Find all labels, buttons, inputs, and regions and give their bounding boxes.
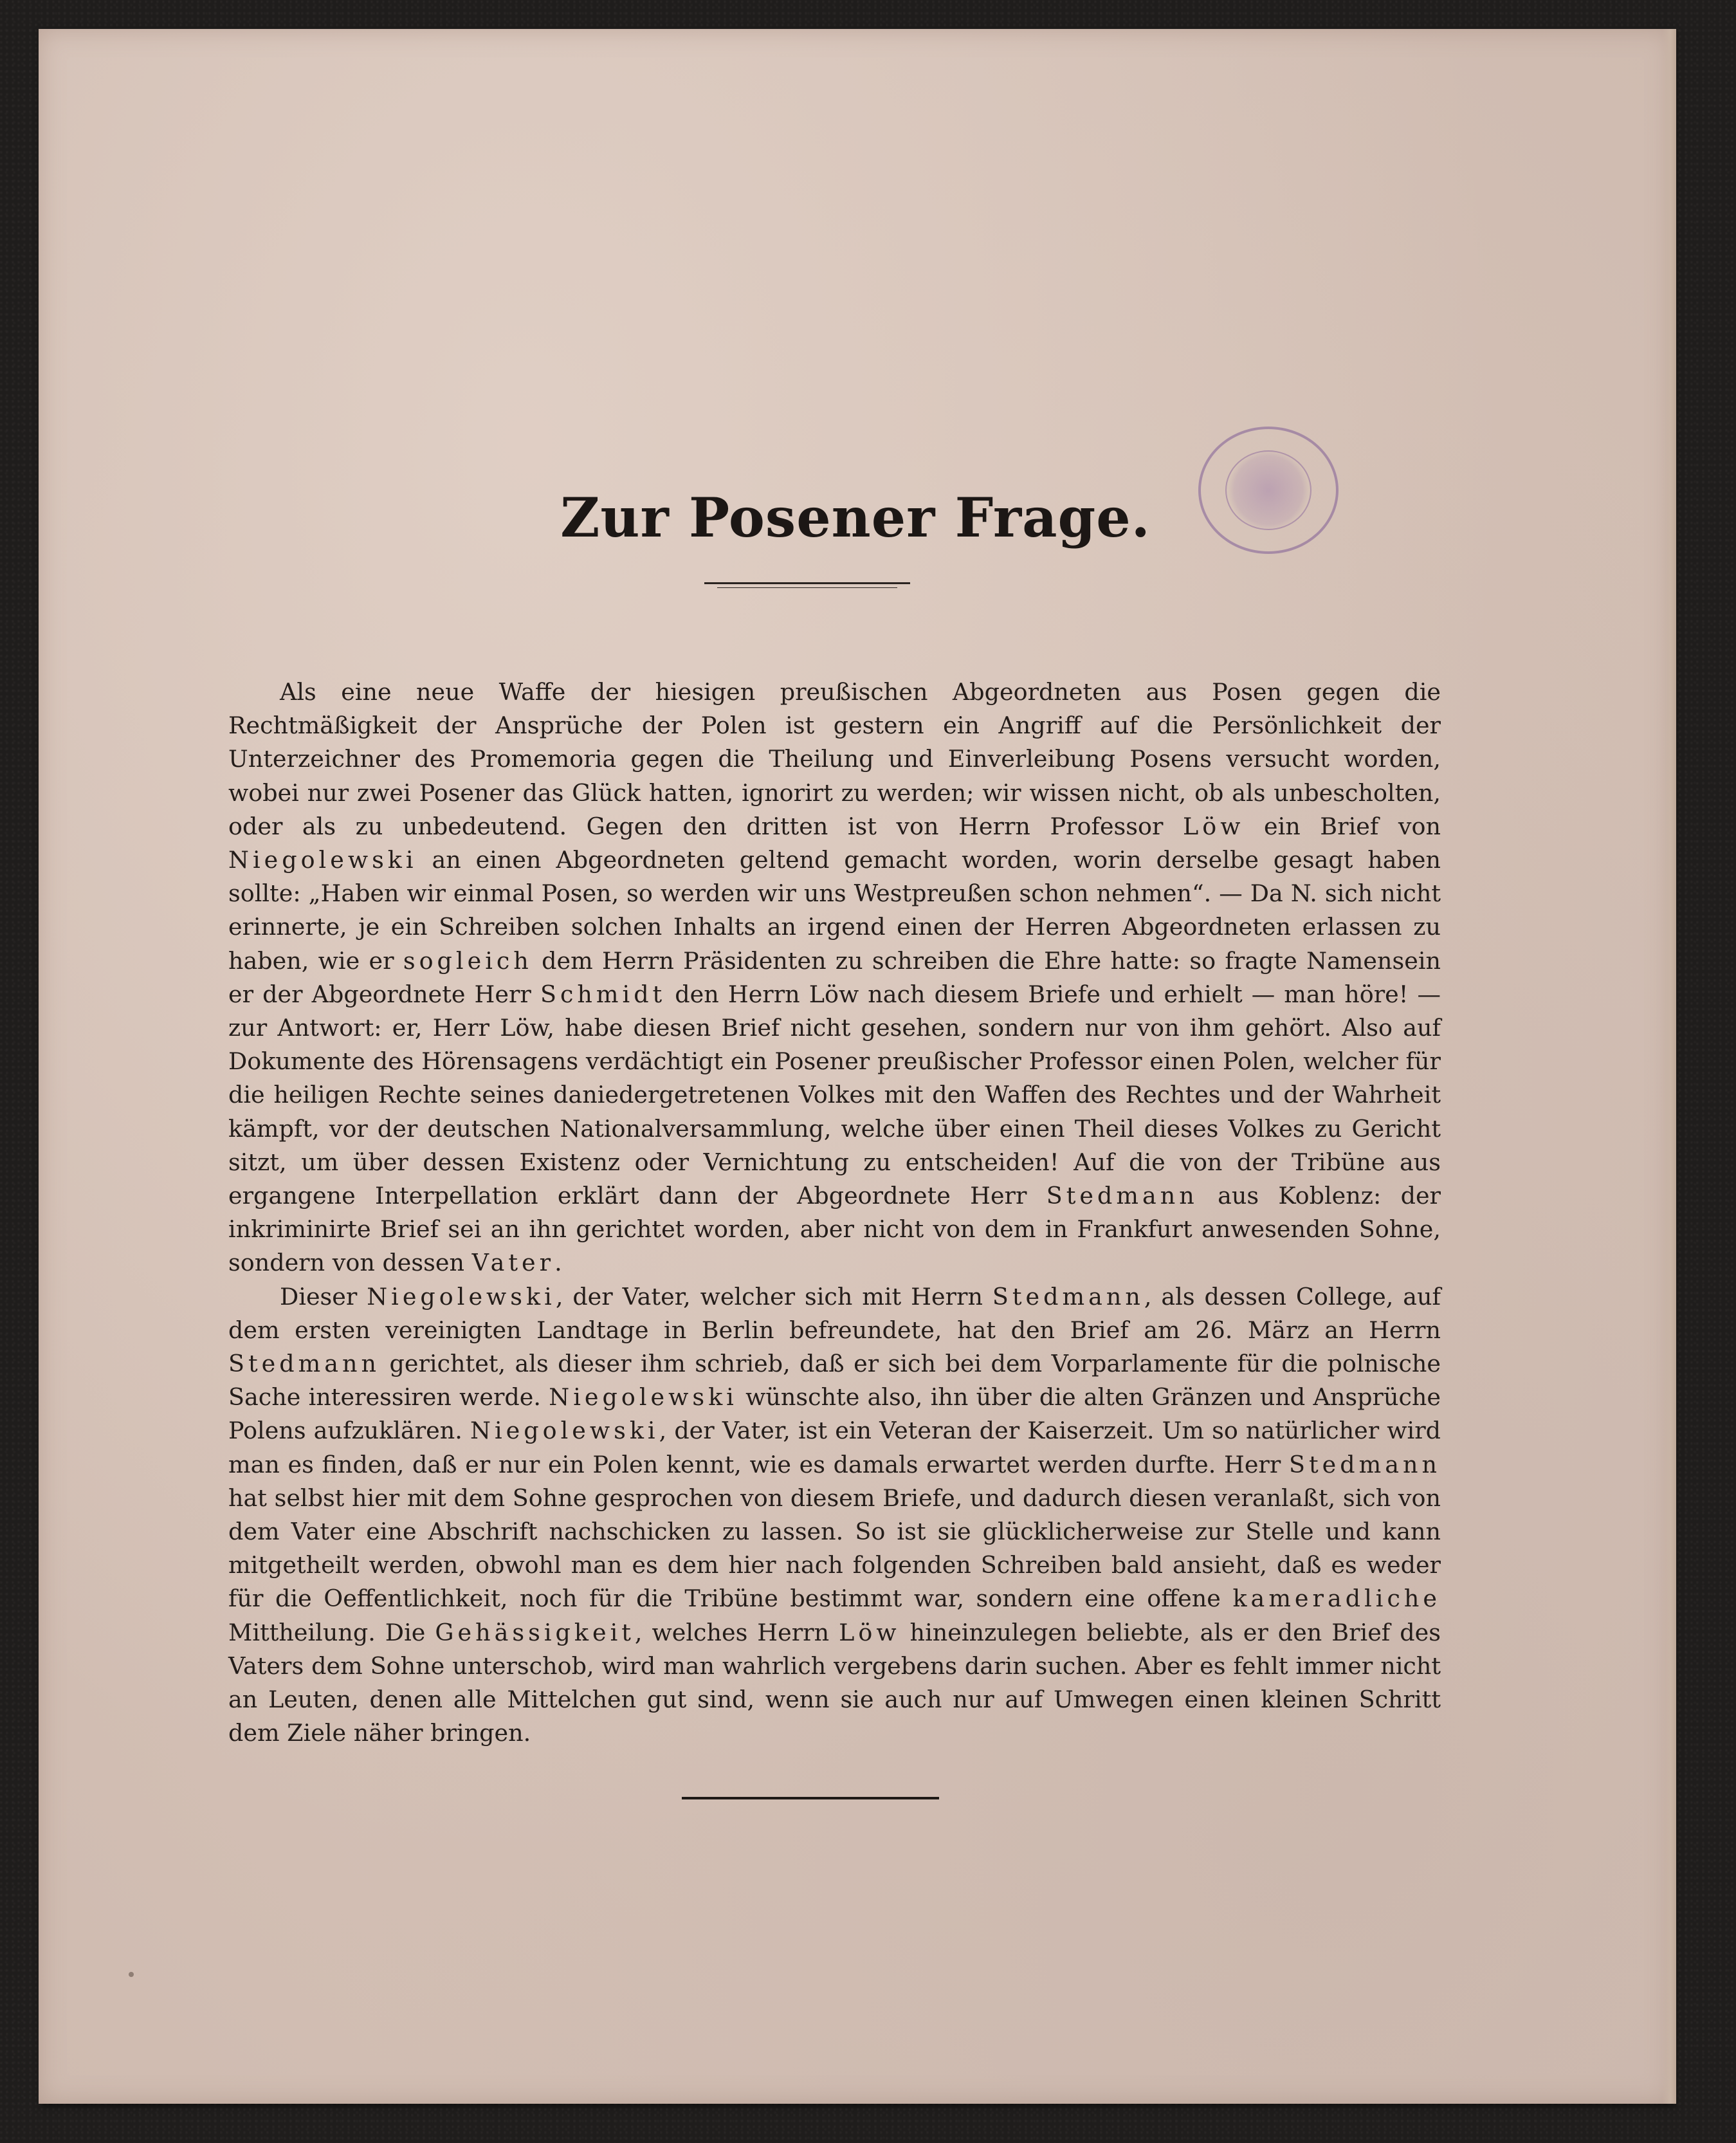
spaced-name-text: Niegolewski xyxy=(470,1417,659,1445)
spaced-name-text: Niegolewski xyxy=(367,1282,556,1311)
text-run: Dieser xyxy=(280,1282,367,1311)
document-title: Zur Posener Frage. xyxy=(560,486,1151,549)
text-run: ein Brief von xyxy=(1244,812,1441,840)
text-run: an einen Abgeordneten geltend gemacht worden, worin derselbe gesagt haben sollte: „Haben wir einmal Posen, so werden wir uns Westpreußen schon nehmen“. — Da N. sich nicht erinnerte, je ein Schreiben solchen Inhalts an irgend einen der Herren Abgeordneten erlassen zu haben, wie er xyxy=(228,846,1441,975)
text-run: aus Koblenz: der inkriminirte Brief sei an ihn gerichtet worden, aber nicht von dem in Frankfurt anwesenden Sohne, sondern von dessen xyxy=(228,1182,1441,1277)
text-run: , welches Herrn xyxy=(634,1618,839,1646)
spaced-name-text: Niegolewski xyxy=(549,1383,738,1412)
spaced-name-text: Stedmann xyxy=(992,1282,1144,1311)
paper-blemish xyxy=(129,1972,134,1977)
spaced-name-text: Stedmann xyxy=(1046,1182,1198,1210)
spaced-name-text: Stedmann xyxy=(1288,1450,1441,1478)
text-run: Als eine neue Waffe der hiesigen preußischen Abgeordneten aus Posen gegen die Rechtmäßigkeit der Ansprüche der Polen ist gestern ein Angriff auf die Persönlichkeit der Unterzeichner des Promemoria gegen die Theilung und Einverleibung Posens versucht worden, wobei nur zwei Posener das Glück hatten, ignorirt zu werden; wir wissen nicht, ob als unbescholten, oder als zu unbedeutend. Gegen den dritten ist von Herrn Professor xyxy=(228,678,1441,840)
stamp-eagle-emblem xyxy=(1225,450,1311,530)
text-run: wünschte also, ihn über die alten Gränzen und Ansprüche Polens aufzuklären. xyxy=(228,1383,1441,1445)
spaced-name-text: kameradliche xyxy=(1232,1585,1441,1613)
library-seal-stamp-icon xyxy=(1198,427,1339,554)
text-run: , der Vater, welcher sich mit Herrn xyxy=(555,1282,992,1311)
body-text xyxy=(228,676,1441,1751)
spaced-name-text: Stedmann xyxy=(228,1350,381,1378)
text-run: , als dessen College, auf dem ersten vereinigten Landtage in Berlin befreundete, hat den Brief am 26. März an Herrn xyxy=(228,1282,1441,1344)
text-run: hat selbst hier mit dem Sohne gesprochen von diesem Briefe, und dadurch diesen veranlaßt, sich von dem Vater eine Abschrift nachschicken zu lassen. So ist sie glücklicherweise zur Stelle und kann mitgetheilt werden, obwohl man es dem hier nach folgenden Schreiben bald ansieht, daß es weder für die Oeffentlichkeit, noch für die Tribüne bestimmt war, sondern eine offene xyxy=(228,1484,1441,1613)
text-run: hineinzulegen beliebte, als er den Brief des Vaters dem Sohne unterschob, wird man wahrlich vergebens darin suchen. Aber es fehlt immer nicht an Leuten, denen alle Mittelchen gut sind, wenn sie auch nur auf Umwegen einen kleinen Schritt dem Ziele näher bringen. xyxy=(228,1618,1441,1747)
spaced-name-text: Gehässigkeit xyxy=(435,1618,635,1646)
spaced-name-text: sogleich xyxy=(403,946,533,975)
text-run: Mittheilung. Die xyxy=(228,1618,435,1646)
text-run: dem Herrn Präsidenten zu schreiben die Ehre hatte: so fragte Namensein er der Abgeordnete Herr xyxy=(228,946,1441,1008)
spaced-name-text: Schmidt xyxy=(540,980,666,1008)
paragraph-1 xyxy=(228,676,1441,1280)
closing-divider xyxy=(682,1797,939,1799)
text-run: , der Vater, ist ein Veteran der Kaiserzeit. Um so natürlicher wird man es finden, daß er nur ein Polen kennt, wie es damals erwartet werden durfte. Herr xyxy=(228,1417,1441,1478)
text-run: den Herrn Löw nach diesem Briefe und erhielt — man höre! — zur Antwort: er, Herr Löw, habe diesen Brief nicht gesehen, sondern nur von ihm gehört. Also auf Dokumente des Hörensagens verdächtigt ein Posener preußischer Professor einen Polen, welcher für die heiligen Rechte seines daniedergetretenen Volkes mit den Waffen des Rechtes und der Wahrheit kämpft, vor der deutschen Nationalversammlung, welche über einen Theil dieses Volkes zu Gericht sitzt, um über dessen Existenz oder Vernichtung zu entscheiden! Auf die von der Tribüne aus ergangene Interpellation erklärt dann der Abgeordnete Herr xyxy=(228,980,1441,1210)
paper-sheet xyxy=(39,29,1672,2104)
text-run: . xyxy=(554,1249,562,1277)
text-run: gerichtet, als dieser ihm schrieb, daß er sich bei dem Vorparlamente für die polnische Sache interessiren werde. xyxy=(228,1350,1441,1412)
spaced-name-text: Löw xyxy=(839,1618,900,1646)
spaced-name-text: Vater xyxy=(471,1249,555,1277)
paragraph-2 xyxy=(228,1280,1441,1751)
spaced-name-text: Niegolewski xyxy=(228,846,417,874)
spaced-name-text: Löw xyxy=(1182,812,1245,840)
title-divider xyxy=(704,582,910,584)
